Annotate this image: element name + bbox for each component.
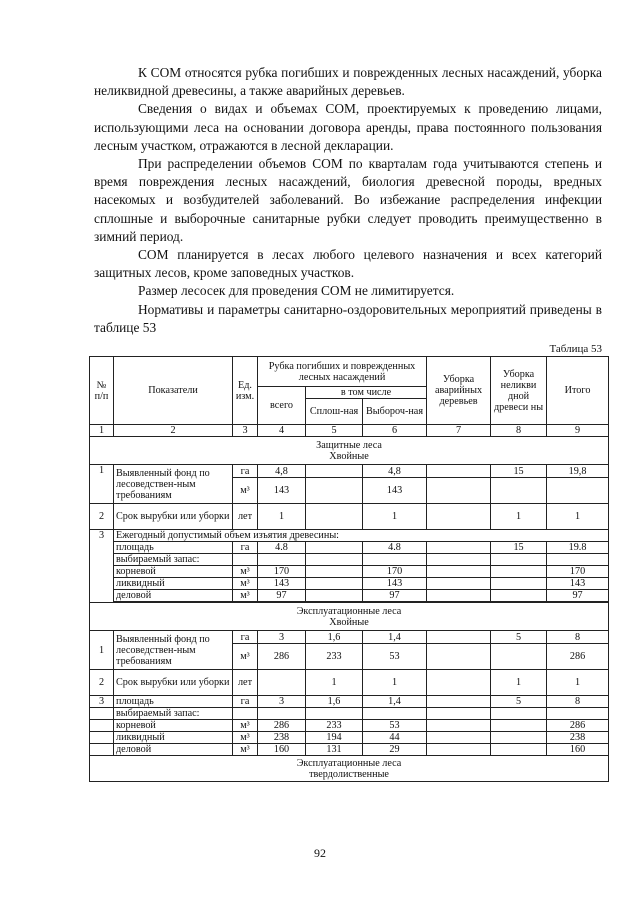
table-row: корневой м³ 170 170 170 (90, 566, 609, 578)
table-row: деловой м³ 160 131 29 160 (90, 744, 609, 756)
col-number: 1 (90, 425, 114, 437)
header-clear: Сплош-ная (306, 399, 363, 425)
section-title: Эксплуатационные леса (296, 605, 402, 617)
table-row: 2 Срок вырубки или уборки лет 1 1 1 1 (90, 504, 609, 530)
section-title: Защитные леса (316, 439, 382, 451)
col-number: 7 (427, 425, 491, 437)
sanitary-measures-table (89, 356, 609, 782)
table-caption: Таблица 53 (549, 343, 602, 355)
col-number: 4 (258, 425, 306, 437)
table-row: ликвидный м³ 143 143 143 (90, 578, 609, 590)
col-number: 9 (547, 425, 609, 437)
paragraph-4: СОМ планируется в лесах любого целевого назначения и всех категорий защитных лесов, кроме заповедных участков. (94, 247, 602, 281)
header-indicator: Показатели (114, 357, 233, 425)
section-subtitle: твердолиственные (309, 768, 389, 780)
paragraph-1: К СОМ относятся рубка погибших и поврежденных лесных насаждений, уборка неликвидной древесины, а также аварийных деревьев. (94, 65, 602, 99)
header-num: № п/п (90, 357, 114, 425)
table-row: деловой м³ 97 97 97 (90, 590, 609, 602)
col-number: 6 (363, 425, 427, 437)
col-number: 2 (114, 425, 233, 437)
header-felling: Рубка погибших и поврежденных лесных насаждений (258, 357, 427, 387)
section-subtitle: Хвойные (329, 450, 369, 462)
table-row: 1 Выявленный фонд по лесоведствен-ным требованиям га 3 1,6 1,4 5 8 (90, 631, 609, 644)
col-number: 8 (491, 425, 547, 437)
paragraph-6: Нормативы и параметры санитарно-оздоровительных мероприятий приведены в таблице 53 (94, 301, 602, 335)
section-header (90, 437, 609, 465)
header-emergency: Уборка аварийных деревьев (427, 357, 491, 425)
header-total-felling: всего (258, 387, 306, 425)
header-nonliquid: Уборка неликви дной древеси ны (491, 357, 547, 425)
section-header (90, 603, 609, 631)
section-title: Эксплуатационные леса (296, 757, 402, 769)
table-row: выбираемый запас: (90, 708, 609, 720)
table-row: 3 площадь га 3 1,6 1,4 5 8 (90, 696, 609, 708)
section-header (90, 756, 609, 782)
table-row: корневой м³ 286 233 53 286 (90, 720, 609, 732)
table-row: м³ 143 143 (90, 478, 609, 504)
body-text (94, 64, 602, 337)
paragraph-5: Размер лесосек для проведения СОМ не лимитируется. (138, 283, 455, 299)
header-unit: Ед. изм. (233, 357, 258, 425)
table-row: 3 Ежегодный допустимый объем изъятия древесины: (90, 530, 609, 542)
section-subtitle: Хвойные (329, 616, 369, 628)
page-number: 92 (314, 846, 326, 860)
table-row: 2 Срок вырубки или уборки лет 1 1 1 1 (90, 670, 609, 696)
table-row: ликвидный м³ 238 194 44 238 (90, 732, 609, 744)
paragraph-3: При распределении объемов СОМ по кварталам года учитываются степень и время повреждения лесных насаждений, биология древесной породы, вредных насекомых и возбудителей заболеваний. Во избежание распределения инфекции сплошные и выборочные санитарные рубки следует проводить преимущественно в зимний период. (94, 156, 602, 244)
table-row: выбираемый запас: (90, 554, 609, 566)
table-row: м³ 286 233 53 286 (90, 644, 609, 670)
header-selective: Выбороч-ная (363, 399, 427, 425)
col-number: 3 (233, 425, 258, 437)
col-number: 5 (306, 425, 363, 437)
table-row: площадь га 4.8 4.8 15 19.8 (90, 542, 609, 554)
header-including: в том числе (306, 387, 427, 399)
table-row: 1 Выявленный фонд по лесоведствен-ным требованиям га 4,8 4,8 15 19,8 (90, 465, 609, 478)
paragraph-2: Сведения о видах и объемах СОМ, проектируемых к проведению лицами, использующими леса на основании договора аренды, права постоянного пользования лесным участком, отражаются в лесной декларации. (94, 101, 602, 153)
header-total: Итого (547, 357, 609, 425)
